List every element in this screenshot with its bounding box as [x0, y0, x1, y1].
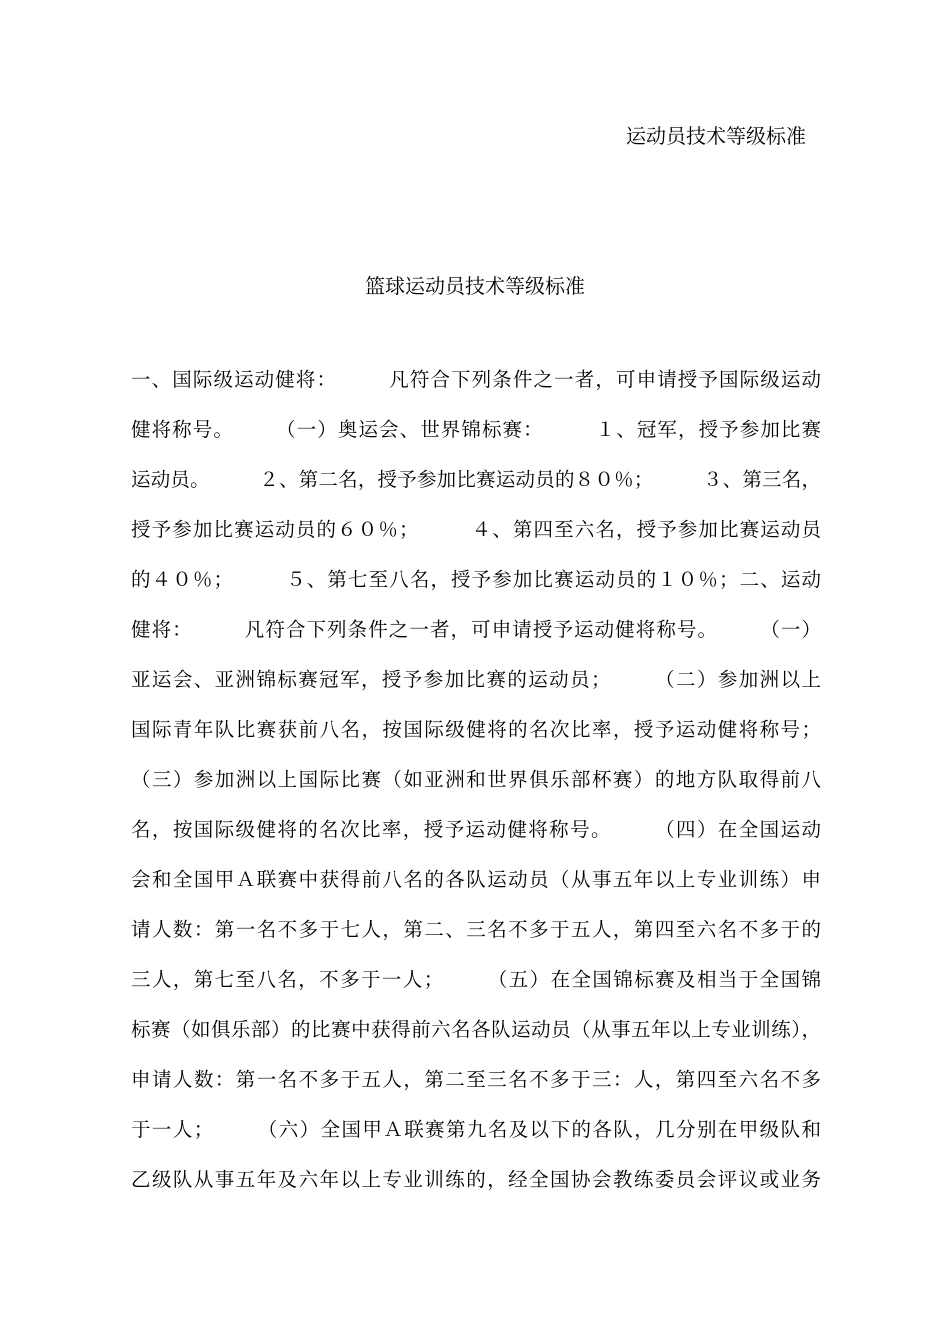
body-line: 健将： 凡符合下列条件之一者，可申请授予运动健将称号。 （一） — [131, 618, 821, 641]
page-header-title: 运动员技术等级标准 — [626, 124, 806, 148]
body-line: 会和全国甲Ａ联赛中获得前八名的各队运动员（从事五年以上专业训练）申 — [131, 868, 821, 891]
document-body — [131, 355, 821, 1205]
body-line: （三）参加洲以上国际比赛（如亚洲和世界俱乐部杯赛）的地方队取得前八 — [131, 768, 821, 791]
body-line: 三人，第七至八名，不多于一人； （五）在全国锦标赛及相当于全国锦 — [131, 968, 821, 991]
body-line: 申请人数：第一名不多于五人，第二至三名不多于三：人，第四至六名不多 — [131, 1068, 821, 1091]
body-line: 的４０％； ５、第七至八名，授予参加比赛运动员的１０％；二、运动 — [131, 568, 821, 591]
body-line: 授予参加比赛运动员的６０％； ４、第四至六名，授予参加比赛运动员 — [131, 518, 821, 541]
body-line: 健将称号。 （一）奥运会、世界锦标赛： １、冠军，授予参加比赛 — [131, 418, 821, 441]
body-line: 请人数：第一名不多于七人，第二、三名不多于五人，第四至六名不多于的 — [131, 918, 821, 941]
body-line: 于一人； （六）全国甲Ａ联赛第九名及以下的各队，几分别在甲级队和 — [131, 1118, 821, 1141]
body-line: 乙级队从事五年及六年以上专业训练的，经全国协会教练委员会评议或业务 — [131, 1168, 821, 1191]
body-line: 一、国际级运动健将： 凡符合下列条件之一者，可申请授予国际级运动 — [131, 368, 821, 391]
body-line: 名，按国际级健将的名次比率，授予运动健将称号。 （四）在全国运动 — [131, 818, 821, 841]
body-line: 国际青年队比赛获前八名，按国际级健将的名次比率，授予运动健将称号； — [131, 718, 821, 741]
body-line: 标赛（如俱乐部）的比赛中获得前六名各队运动员（从事五年以上专业训练）， — [131, 1018, 821, 1041]
body-line: 运动员。 ２、第二名，授予参加比赛运动员的８０％； ３、第三名， — [131, 468, 821, 491]
body-line: 亚运会、亚洲锦标赛冠军，授予参加比赛的运动员； （二）参加洲以上 — [131, 668, 821, 691]
document-title: 篮球运动员技术等级标准 — [365, 274, 585, 298]
